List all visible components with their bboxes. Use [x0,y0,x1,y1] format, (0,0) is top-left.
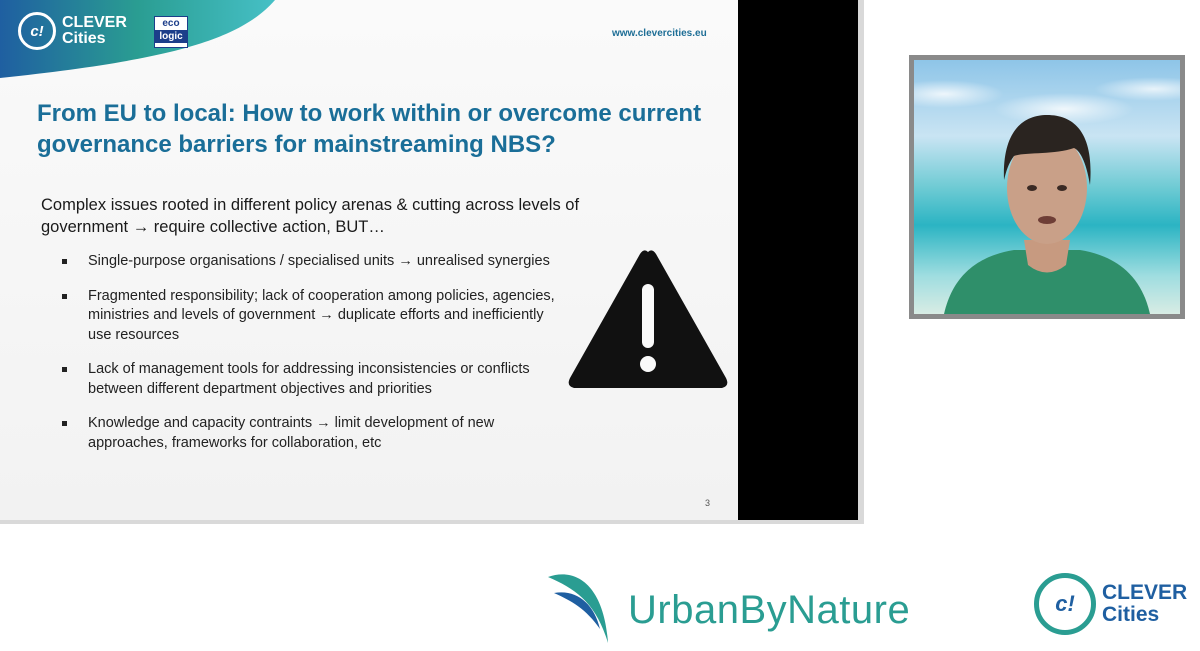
bullet-marker-icon [62,421,67,426]
ecologic-logo-top: eco [162,18,180,29]
bullet-text: Fragmented responsibility; lack of cooperation among policies, agencies, ministries and levels of government → duplicate efforts and inefficiently use resources [88,287,555,343]
bullet-text: Knowledge and capacity contraints → limit development of new approaches, frameworks for collaboration, etc [88,415,495,451]
ecologic-logo-bottom: logic [155,30,187,43]
footer-logo-sub-text: Cities [1102,603,1160,626]
website-url: www.clevercities.eu [612,28,707,39]
speaker-video-feed[interactable] [909,55,1185,319]
bullet-marker-icon [62,294,67,299]
clever-cities-footer-logo [1034,573,1187,635]
slide-title: From EU to local: How to work within or overcome current governance barriers for mainstreaming NBS? [37,100,702,158]
ecologic-logo [154,16,188,48]
slide-intro-text: Complex issues rooted in different policy arenas & cutting across levels of government → require collective action, BUT… [41,196,580,236]
slide [0,0,738,520]
clever-cities-emblem-icon: c! [18,12,56,50]
speaker-avatar [914,60,1180,314]
logo-main-text: CLEVER [62,14,127,31]
bullet-text: Lack of management tools for addressing inconsistencies or conflicts between different department objectives and priorities [88,361,530,397]
bullet-item [62,287,562,346]
video-frame [914,60,1180,314]
bullet-marker-icon [62,367,67,372]
bullet-text: Single-purpose organisations / specialised units → unrealised synergies [88,253,550,269]
logo-sub-text: Cities [62,30,106,47]
clever-cities-emblem-icon: c! [1034,573,1096,635]
bullet-item [62,360,562,399]
bullet-item [62,414,562,453]
warning-triangle-icon [566,248,730,390]
urbanbynature-wordmark: UrbanByNature [628,588,911,632]
slide-letterbox [738,0,858,520]
page-number: 3 [705,498,711,508]
bullet-list [62,252,562,468]
urbanbynature-leaf-icon [546,563,616,645]
clever-cities-logo [18,12,127,50]
footer-logo-main-text: CLEVER [1102,581,1188,604]
bullet-marker-icon [62,259,67,264]
bullet-item [62,252,562,272]
